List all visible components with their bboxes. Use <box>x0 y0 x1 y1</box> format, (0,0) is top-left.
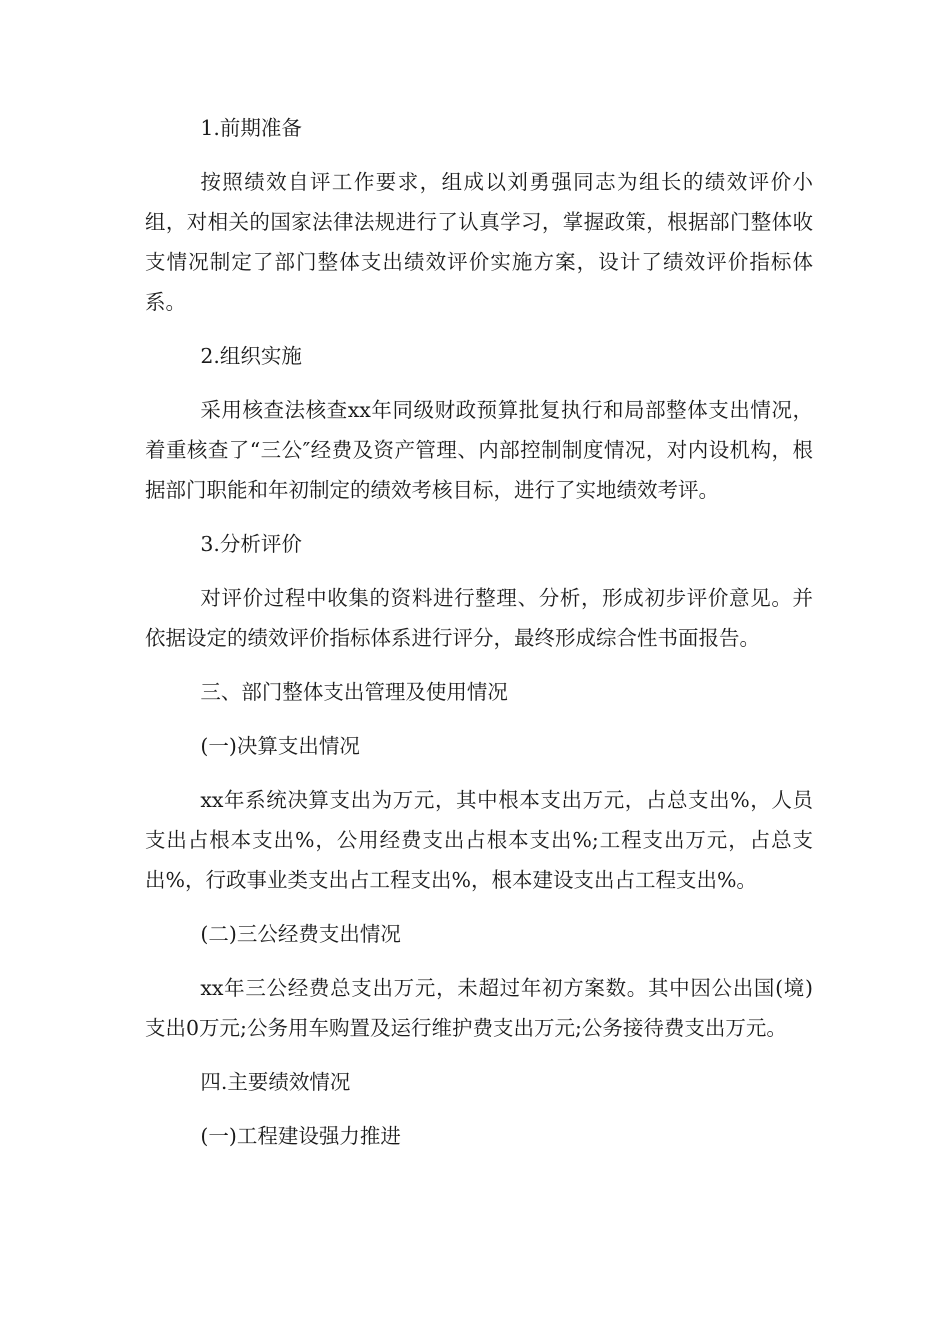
section-heading-performance: 四.主要绩效情况 <box>200 1070 351 1094</box>
paragraph-preparation: 按照绩效自评工作要求，组成以刘勇强同志为组长的绩效评价小组，对相关的国家法律法规进行了认真学习，掌握政策，根据部门整体收支情况制定了部门整体支出绩效评价实施方案，设计了绩效评价指标体系。 <box>145 170 813 314</box>
section-heading-analysis: 3.分析评价 <box>200 532 302 556</box>
subsection-heading-project-construction: (一)工程建设强力推进 <box>200 1124 401 1148</box>
paragraph-analysis: 对评价过程中收集的资料进行整理、分析，形成初步评价意见。并依据设定的绩效评价指标体系进行评分，最终形成综合性书面报告。 <box>145 586 813 650</box>
section-heading-implementation: 2.组织实施 <box>200 344 302 368</box>
section-heading-preparation: 1.前期准备 <box>200 116 302 140</box>
paragraph-three-public-expenses: xx年三公经费总支出万元，未超过年初方案数。其中因公出国(境)支出0万元;公务用车购置及运行维护费支出万元;公务接待费支出万元。 <box>145 976 813 1040</box>
paragraph-final-accounts: xx年系统决算支出为万元，其中根本支出万元，占总支出%，人员支出占根本支出%，公用经费支出占根本支出%;工程支出万元，占总支出%，行政事业类支出占工程支出%，根本建设支出占工程支出%。 <box>145 788 813 892</box>
paragraph-implementation: 采用核查法核查xx年同级财政预算批复执行和局部整体支出情况，着重核查了“三公″经费及资产管理、内部控制制度情况，对内设机构，根据部门职能和年初制定的绩效考核目标，进行了实地绩效考评。 <box>145 398 813 502</box>
section-heading-expenditure-management: 三、部门整体支出管理及使用情况 <box>200 680 508 704</box>
subsection-heading-final-accounts: (一)决算支出情况 <box>200 734 360 758</box>
document-body <box>145 108 813 1170</box>
subsection-heading-three-public-expenses: (二)三公经费支出情况 <box>200 922 401 946</box>
